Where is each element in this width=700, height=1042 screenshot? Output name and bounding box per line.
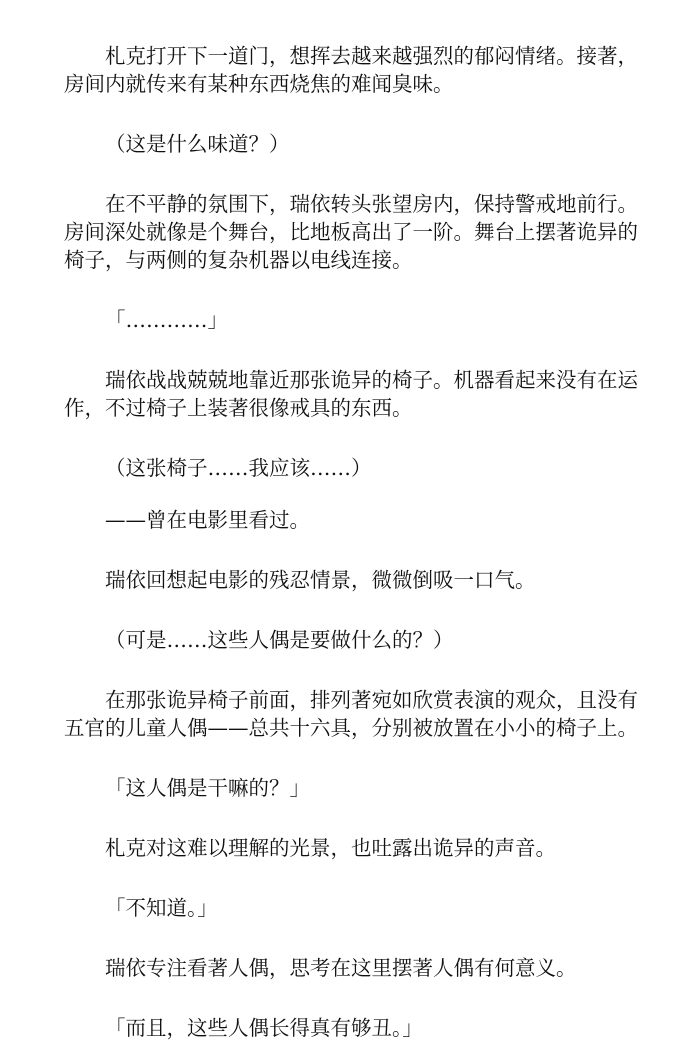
paragraph-4: 「…………」 (105, 308, 228, 332)
paragraph-3: 在不平静的氛围下，瑞依转头张望房内，保持警戒地前行。房间深处就像是个舞台，比地板高出了一阶。舞台上摆著诡异的椅子，与两侧的复杂机器以电线连接。 (64, 192, 638, 272)
paragraph-9: （可是……这些人偶是要做什么的？） (105, 628, 454, 652)
paragraph-15: 「而且，这些人偶长得真有够丑。」 (105, 1016, 423, 1040)
paragraph-10: 在那张诡异椅子前面，排列著宛如欣赏表演的观众，且没有五官的儿童人偶——总共十六具，分别被放置在小小的椅子上。 (64, 688, 638, 740)
paragraph-12: 札克对这难以理解的光景，也吐露出诡异的声音。 (105, 836, 556, 860)
paragraph-11: 「这人偶是干嘛的？」 (105, 776, 310, 800)
paragraph-7: ——曾在电影里看过。 (105, 508, 310, 532)
paragraph-8: 瑞依回想起电影的残忍情景，微微倒吸一口气。 (105, 568, 536, 592)
paragraph-5: 瑞依战战兢兢地靠近那张诡异的椅子。机器看起来没有在运作，不过椅子上装著很像戒具的东西。 (64, 368, 638, 420)
paragraph-14: 瑞依专注看著人偶，思考在这里摆著人偶有何意义。 (105, 956, 577, 980)
paragraph-2: （这是什么味道？） (105, 132, 290, 156)
paragraph-6: （这张椅子……我应该……） (105, 456, 372, 480)
paragraph-13: 「不知道。」 (105, 896, 218, 920)
paragraph-1: 札克打开下一道门，想挥去越来越强烈的郁闷情绪。接著，房间内就传来有某种东西烧焦的难闻臭味。 (64, 44, 638, 96)
